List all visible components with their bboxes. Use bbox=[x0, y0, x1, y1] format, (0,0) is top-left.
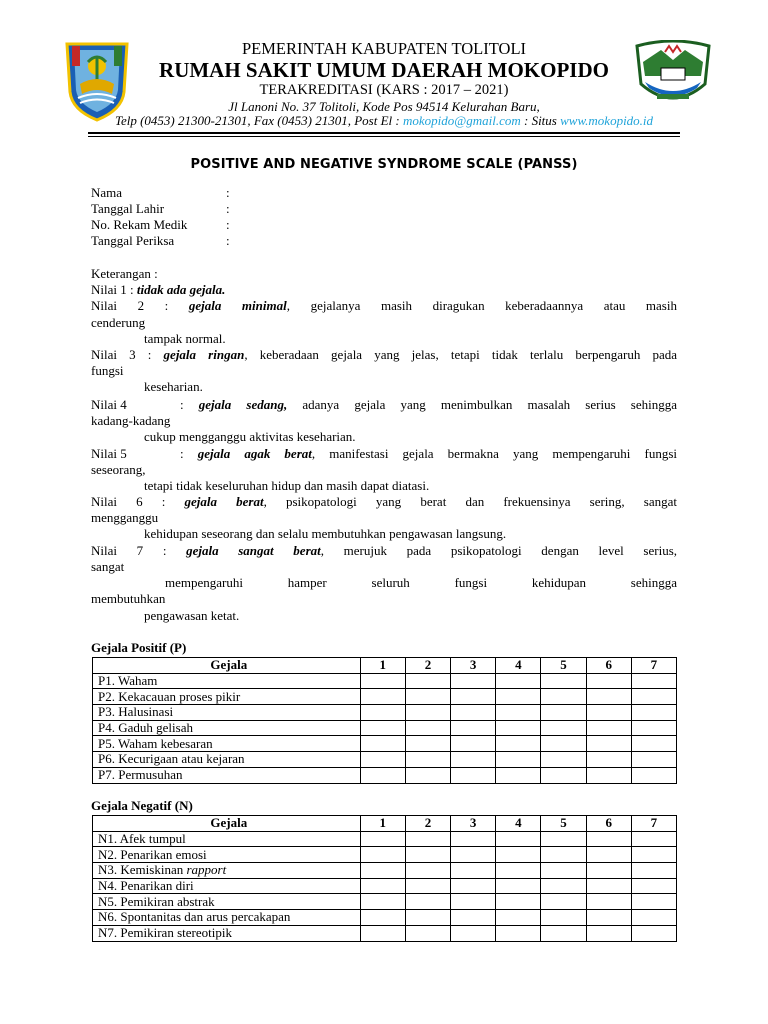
score-cell[interactable] bbox=[631, 752, 676, 768]
score-cell[interactable] bbox=[586, 705, 631, 721]
score-header: 4 bbox=[496, 658, 541, 674]
score-header: 3 bbox=[451, 658, 496, 674]
score-cell[interactable] bbox=[405, 878, 450, 894]
score-cell[interactable] bbox=[496, 878, 541, 894]
score-cell[interactable] bbox=[360, 705, 405, 721]
table-row bbox=[93, 878, 677, 894]
nilai-7-line4: membutuhkan bbox=[91, 591, 166, 606]
symptom-label: P1. Waham bbox=[93, 673, 361, 689]
score-cell[interactable] bbox=[451, 689, 496, 705]
header-accreditation: TERAKREDITASI (KARS : 2017 – 2021) bbox=[259, 82, 509, 98]
score-cell[interactable] bbox=[405, 752, 450, 768]
score-cell[interactable] bbox=[451, 831, 496, 847]
score-header: 1 bbox=[360, 816, 405, 832]
score-header: 6 bbox=[586, 658, 631, 674]
score-cell[interactable] bbox=[360, 831, 405, 847]
score-cell[interactable] bbox=[451, 863, 496, 879]
score-cell[interactable] bbox=[586, 673, 631, 689]
table-row bbox=[93, 910, 677, 926]
score-cell[interactable] bbox=[360, 673, 405, 689]
score-cell[interactable] bbox=[586, 894, 631, 910]
symptom-label: P5. Waham kebesaran bbox=[93, 736, 361, 752]
score-cell[interactable] bbox=[451, 910, 496, 926]
table-header-row bbox=[93, 816, 677, 832]
nilai-7-line2: sangat bbox=[91, 559, 125, 574]
table-row bbox=[93, 720, 677, 736]
table-row bbox=[93, 673, 677, 689]
score-cell[interactable] bbox=[631, 878, 676, 894]
score-cell[interactable] bbox=[631, 689, 676, 705]
score-cell[interactable] bbox=[541, 720, 586, 736]
score-cell[interactable] bbox=[405, 673, 450, 689]
score-cell[interactable] bbox=[496, 752, 541, 768]
nilai-2-line1: Nilai 2 : gejala minimal, gejalanya masih diragukan keberadaannya atau masih bbox=[91, 298, 677, 313]
score-cell[interactable] bbox=[541, 705, 586, 721]
header-hospital-name: RUMAH SAKIT UMUM DAERAH MOKOPIDO bbox=[159, 58, 609, 82]
symptom-label: P7. Permusuhan bbox=[93, 767, 361, 783]
table-row bbox=[93, 752, 677, 768]
score-cell[interactable] bbox=[405, 831, 450, 847]
symptom-label: P3. Halusinasi bbox=[93, 705, 361, 721]
field-colon-nama: : bbox=[226, 185, 230, 200]
nilai-2-line2: cenderung bbox=[91, 315, 146, 330]
nilai-6-line2: mengganggu bbox=[91, 510, 159, 525]
field-label-nama: Nama bbox=[91, 185, 123, 200]
email-link[interactable]: mokopido@gmail.com bbox=[402, 113, 521, 128]
symptom-label: P4. Gaduh gelisah bbox=[93, 720, 361, 736]
score-cell[interactable] bbox=[405, 736, 450, 752]
table-row bbox=[93, 831, 677, 847]
score-cell[interactable] bbox=[631, 863, 676, 879]
score-cell[interactable] bbox=[496, 673, 541, 689]
score-cell[interactable] bbox=[586, 720, 631, 736]
score-cell[interactable] bbox=[405, 910, 450, 926]
symptom-label: N2. Penarikan emosi bbox=[93, 847, 361, 863]
score-cell[interactable] bbox=[496, 894, 541, 910]
score-header: 2 bbox=[405, 816, 450, 832]
score-header: 1 bbox=[360, 658, 405, 674]
score-header: 5 bbox=[541, 658, 586, 674]
keterangan-heading: Keterangan : bbox=[91, 266, 158, 281]
header-address: Jl Lanoni No. 37 Tolitoli, Kode Pos 94514 Kelurahan Baru, bbox=[228, 99, 540, 114]
score-cell[interactable] bbox=[451, 720, 496, 736]
header-government: PEMERINTAH KABUPATEN TOLITOLI bbox=[241, 39, 527, 58]
score-cell[interactable] bbox=[451, 673, 496, 689]
score-cell[interactable] bbox=[405, 847, 450, 863]
table-row bbox=[93, 925, 677, 941]
score-cell[interactable] bbox=[451, 736, 496, 752]
nilai-4-line1: Nilai 4 : gejala sedang, adanya gejala yang menimbulkan masalah serius sehingga bbox=[91, 397, 677, 412]
nilai-5-line3: tetapi tidak keseluruhan hidup dan masih dapat diatasi. bbox=[144, 478, 430, 493]
document-title: POSITIVE AND NEGATIVE SYNDROME SCALE (PANSS) bbox=[190, 157, 578, 172]
nilai-1: Nilai 1 : tidak ada gejala. bbox=[91, 282, 226, 297]
nilai-4-line2: kadang-kadang bbox=[91, 413, 171, 428]
website-link[interactable]: www.mokopido.id bbox=[560, 113, 654, 128]
score-cell[interactable] bbox=[496, 705, 541, 721]
score-cell[interactable] bbox=[631, 705, 676, 721]
positive-symptom-table bbox=[92, 657, 677, 784]
score-cell[interactable] bbox=[451, 752, 496, 768]
score-header: 7 bbox=[631, 816, 676, 832]
symptom-label: N6. Spontanitas dan arus percakapan bbox=[93, 910, 361, 926]
score-cell[interactable] bbox=[586, 831, 631, 847]
score-cell[interactable] bbox=[586, 689, 631, 705]
score-cell[interactable] bbox=[541, 847, 586, 863]
score-header: 2 bbox=[405, 658, 450, 674]
table-row bbox=[93, 689, 677, 705]
symptom-label: N4. Penarikan diri bbox=[93, 878, 361, 894]
nilai-7-line3: mempengaruhi hamper seluruh fungsi kehidupan sehingga bbox=[165, 575, 677, 590]
symptom-label: N5. Pemikiran abstrak bbox=[93, 894, 361, 910]
score-cell[interactable] bbox=[360, 767, 405, 783]
symptom-label: N3. Kemiskinan rapport bbox=[93, 863, 361, 879]
score-cell[interactable] bbox=[541, 863, 586, 879]
nilai-3-line2: fungsi bbox=[91, 363, 124, 378]
field-colon-rekam-medik: : bbox=[226, 217, 230, 232]
score-cell[interactable] bbox=[405, 894, 450, 910]
score-cell[interactable] bbox=[496, 736, 541, 752]
score-cell[interactable] bbox=[360, 689, 405, 705]
column-header-gejala: Gejala bbox=[93, 658, 361, 674]
score-cell[interactable] bbox=[496, 720, 541, 736]
score-header: 3 bbox=[451, 816, 496, 832]
symptom-label: N1. Afek tumpul bbox=[93, 831, 361, 847]
symptom-label: P2. Kekacauan proses pikir bbox=[93, 689, 361, 705]
score-cell[interactable] bbox=[405, 925, 450, 941]
score-cell[interactable] bbox=[496, 863, 541, 879]
nilai-4-line3: cukup mengganggu aktivitas keseharian. bbox=[144, 429, 356, 444]
score-cell[interactable] bbox=[451, 767, 496, 783]
score-cell[interactable] bbox=[631, 910, 676, 926]
nilai-6-line1: Nilai 6 : gejala berat, psikopatologi yang berat dan frekuensinya sering, sangat bbox=[91, 494, 678, 509]
score-cell[interactable] bbox=[360, 910, 405, 926]
score-cell[interactable] bbox=[360, 736, 405, 752]
score-cell[interactable] bbox=[586, 925, 631, 941]
score-cell[interactable] bbox=[541, 831, 586, 847]
score-header: 6 bbox=[586, 816, 631, 832]
score-cell[interactable] bbox=[405, 863, 450, 879]
field-colon-tanggal-lahir: : bbox=[226, 201, 230, 216]
score-cell[interactable] bbox=[451, 878, 496, 894]
score-cell[interactable] bbox=[586, 910, 631, 926]
score-cell[interactable] bbox=[586, 847, 631, 863]
nilai-5-line2: seseorang, bbox=[91, 462, 146, 477]
score-cell[interactable] bbox=[586, 752, 631, 768]
field-colon-tanggal-periksa: : bbox=[226, 233, 230, 248]
score-cell[interactable] bbox=[360, 752, 405, 768]
score-cell[interactable] bbox=[496, 847, 541, 863]
score-cell[interactable] bbox=[586, 863, 631, 879]
score-cell[interactable] bbox=[631, 894, 676, 910]
nilai-3-line1: Nilai 3 : gejala ringan, keberadaan gejala yang jelas, tetapi tidak terlalu berpengaruh pada bbox=[91, 347, 678, 362]
header-divider-thin bbox=[88, 136, 680, 137]
header-divider-thick bbox=[88, 132, 680, 134]
score-cell[interactable] bbox=[451, 847, 496, 863]
score-cell[interactable] bbox=[586, 736, 631, 752]
score-cell[interactable] bbox=[631, 720, 676, 736]
score-cell[interactable] bbox=[496, 910, 541, 926]
nilai-7-line5: pengawasan ketat. bbox=[144, 608, 240, 623]
score-cell[interactable] bbox=[496, 831, 541, 847]
score-cell[interactable] bbox=[451, 925, 496, 941]
score-cell[interactable] bbox=[405, 720, 450, 736]
field-label-tanggal-lahir: Tanggal Lahir bbox=[91, 201, 165, 216]
positive-section-heading: Gejala Positif (P) bbox=[91, 640, 187, 655]
field-label-tanggal-periksa: Tanggal Periksa bbox=[91, 233, 175, 248]
score-cell[interactable] bbox=[360, 847, 405, 863]
score-cell[interactable] bbox=[586, 878, 631, 894]
table-row bbox=[93, 705, 677, 721]
score-cell[interactable] bbox=[360, 878, 405, 894]
table-row bbox=[93, 894, 677, 910]
score-cell[interactable] bbox=[631, 767, 676, 783]
score-cell[interactable] bbox=[631, 831, 676, 847]
score-cell[interactable] bbox=[451, 894, 496, 910]
score-cell[interactable] bbox=[541, 736, 586, 752]
score-cell[interactable] bbox=[541, 910, 586, 926]
nilai-7-line1: Nilai 7 : gejala sangat berat, merujuk pada psikopatologi dengan level serius, bbox=[91, 543, 678, 558]
score-header: 4 bbox=[496, 816, 541, 832]
score-cell[interactable] bbox=[360, 720, 405, 736]
score-cell[interactable] bbox=[541, 767, 586, 783]
score-cell[interactable] bbox=[541, 752, 586, 768]
score-cell[interactable] bbox=[360, 863, 405, 879]
nilai-5-line1: Nilai 5 : gejala agak berat, manifestasi gejala bermakna yang mempengaruhi fungsi bbox=[91, 446, 677, 461]
negative-section-heading: Gejala Negatif (N) bbox=[91, 798, 193, 813]
score-cell[interactable] bbox=[586, 767, 631, 783]
header-contact: Telp (0453) 21300-21301, Fax (0453) 21301, Post El : mokopido@gmail.com : Situs www.mokopido.id bbox=[114, 113, 654, 128]
score-cell[interactable] bbox=[451, 705, 496, 721]
score-cell[interactable] bbox=[631, 925, 676, 941]
table-row bbox=[93, 847, 677, 863]
score-cell[interactable] bbox=[405, 705, 450, 721]
score-cell[interactable] bbox=[631, 673, 676, 689]
score-cell[interactable] bbox=[541, 673, 586, 689]
table-row bbox=[93, 863, 677, 879]
nilai-3-line3: keseharian. bbox=[144, 379, 203, 394]
score-cell[interactable] bbox=[541, 689, 586, 705]
score-cell[interactable] bbox=[405, 689, 450, 705]
nilai-6-line3: kehidupan seseorang dan selalu membutuhkan pengawasan langsung. bbox=[144, 526, 507, 541]
score-cell[interactable] bbox=[360, 925, 405, 941]
score-cell[interactable] bbox=[541, 878, 586, 894]
table-header-row bbox=[93, 658, 677, 674]
score-cell[interactable] bbox=[631, 736, 676, 752]
score-cell[interactable] bbox=[496, 767, 541, 783]
field-label-rekam-medik: No. Rekam Medik bbox=[91, 217, 188, 232]
table-row bbox=[93, 767, 677, 783]
score-cell[interactable] bbox=[541, 925, 586, 941]
score-cell[interactable] bbox=[631, 847, 676, 863]
nilai-2-line3: tampak normal. bbox=[144, 331, 226, 346]
score-cell[interactable] bbox=[496, 925, 541, 941]
score-cell[interactable] bbox=[360, 894, 405, 910]
negative-symptom-table bbox=[92, 815, 677, 942]
score-cell[interactable] bbox=[541, 894, 586, 910]
score-cell[interactable] bbox=[405, 767, 450, 783]
column-header-gejala: Gejala bbox=[93, 816, 361, 832]
score-header: 7 bbox=[631, 658, 676, 674]
score-cell[interactable] bbox=[496, 689, 541, 705]
score-header: 5 bbox=[541, 816, 586, 832]
table-row bbox=[93, 736, 677, 752]
symptom-label: P6. Kecurigaan atau kejaran bbox=[93, 752, 361, 768]
symptom-label: N7. Pemikiran stereotipik bbox=[93, 925, 361, 941]
